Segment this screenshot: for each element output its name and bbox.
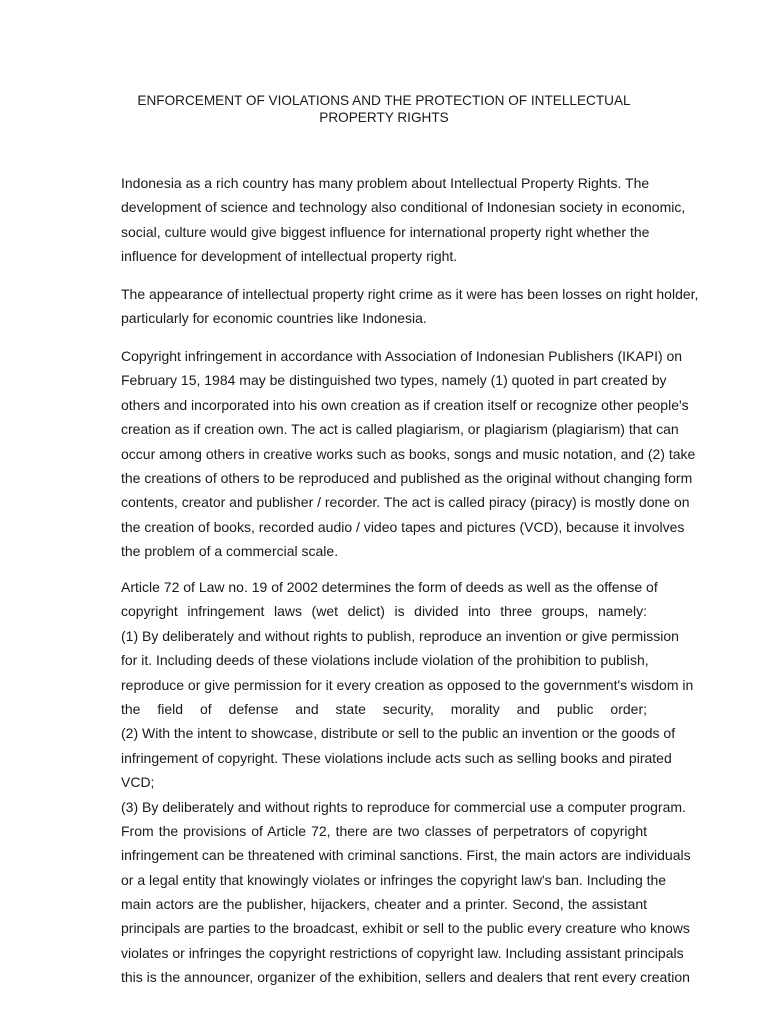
- text-line: development of science and technology also conditional of Indonesian society in economic,: [121, 199, 686, 216]
- text-line: occur among others in creative works such as books, songs and music notation, and (2) take: [121, 445, 696, 462]
- paragraph-article-72: [121, 575, 694, 990]
- text-line: main actors are the publisher, hijackers, cheater and a printer. Second, the assistant: [121, 896, 647, 913]
- document-title: [100, 92, 668, 126]
- text-line: February 15, 1984 may be distinguished two types, namely (1) quoted in part created by: [121, 372, 667, 389]
- paragraph-appearance: [121, 282, 699, 331]
- paragraph-copyright-infringement: [121, 344, 696, 564]
- text-line: (3) By deliberately and without rights to reproduce for commercial use a computer program.: [121, 798, 686, 815]
- text-line: Indonesia as a rich country has many problem about Intellectual Property Rights. The: [121, 175, 650, 191]
- text-line: this is the announcer, organizer of the exhibition, sellers and dealers that rent every creation: [121, 969, 690, 986]
- text-line: copyright infringement laws (wet delict) is divided into three groups, namely:: [121, 603, 647, 620]
- text-line: or a legal entity that knowingly violates or infringes the copyright law's ban. Including the: [121, 871, 667, 888]
- title-line: PROPERTY RIGHTS: [319, 110, 449, 125]
- paragraph-intro: [121, 171, 686, 269]
- text-line: creation as if creation own. The act is called plagiarism, or plagiarism (plagiarism) that can: [121, 421, 679, 438]
- text-line: infringement can be threatened with criminal sanctions. First, the main actors are individuals: [121, 847, 691, 864]
- text-line: influence for development of intellectual property right.: [121, 248, 458, 265]
- text-line: From the provisions of Article 72, there are two classes of perpetrators of copyright: [121, 822, 647, 839]
- text-line: (1) By deliberately and without rights to publish, reproduce an invention or give permission: [121, 627, 679, 644]
- text-line: social, culture would give biggest influence for international property right whether the: [121, 223, 650, 240]
- text-line: principals are parties to the broadcast, exhibit or sell to the public every creature who knows: [121, 920, 690, 937]
- text-line: The appearance of intellectual property right crime as it were has been losses on right holder,: [121, 286, 699, 302]
- text-line: (2) With the intent to showcase, distribute or sell to the public an invention or the goods of: [121, 725, 676, 742]
- text-line: particularly for economic countries like Indonesia.: [121, 310, 427, 327]
- title-line: ENFORCEMENT OF VIOLATIONS AND THE PROTECTION OF INTELLECTUAL: [137, 93, 631, 108]
- text-line: reproduce or give permission for it every creation as opposed to the government's wisdom in: [121, 676, 694, 693]
- text-line: Copyright infringement in accordance with Association of Indonesian Publishers (IKAPI) on: [121, 348, 683, 364]
- text-line: violates or infringes the copyright restrictions of copyright law. Including assistant principals: [121, 944, 684, 961]
- text-line: VCD;: [121, 774, 155, 791]
- text-line: the creations of others to be reproduced and published as the original without changing form: [121, 469, 693, 486]
- text-line: for it. Including deeds of these violations include violation of the prohibition to publish,: [121, 652, 649, 669]
- text-line: the field of defense and state security, morality and public order;: [121, 700, 647, 717]
- text-line: others and incorporated into his own creation as if creation itself or recognize other people's: [121, 396, 689, 413]
- text-line: the problem of a commercial scale.: [121, 543, 339, 560]
- text-line: the creation of books, recorded audio / video tapes and pictures (VCD), because it involves: [121, 518, 685, 535]
- text-line: contents, creator and publisher / recorder. The act is called piracy (piracy) is mostly done on: [121, 494, 690, 511]
- text-line: Article 72 of Law no. 19 of 2002 determines the form of deeds as well as the offense of: [121, 579, 658, 595]
- text-line: infringement of copyright. These violations include acts such as selling books and pirated: [121, 749, 672, 766]
